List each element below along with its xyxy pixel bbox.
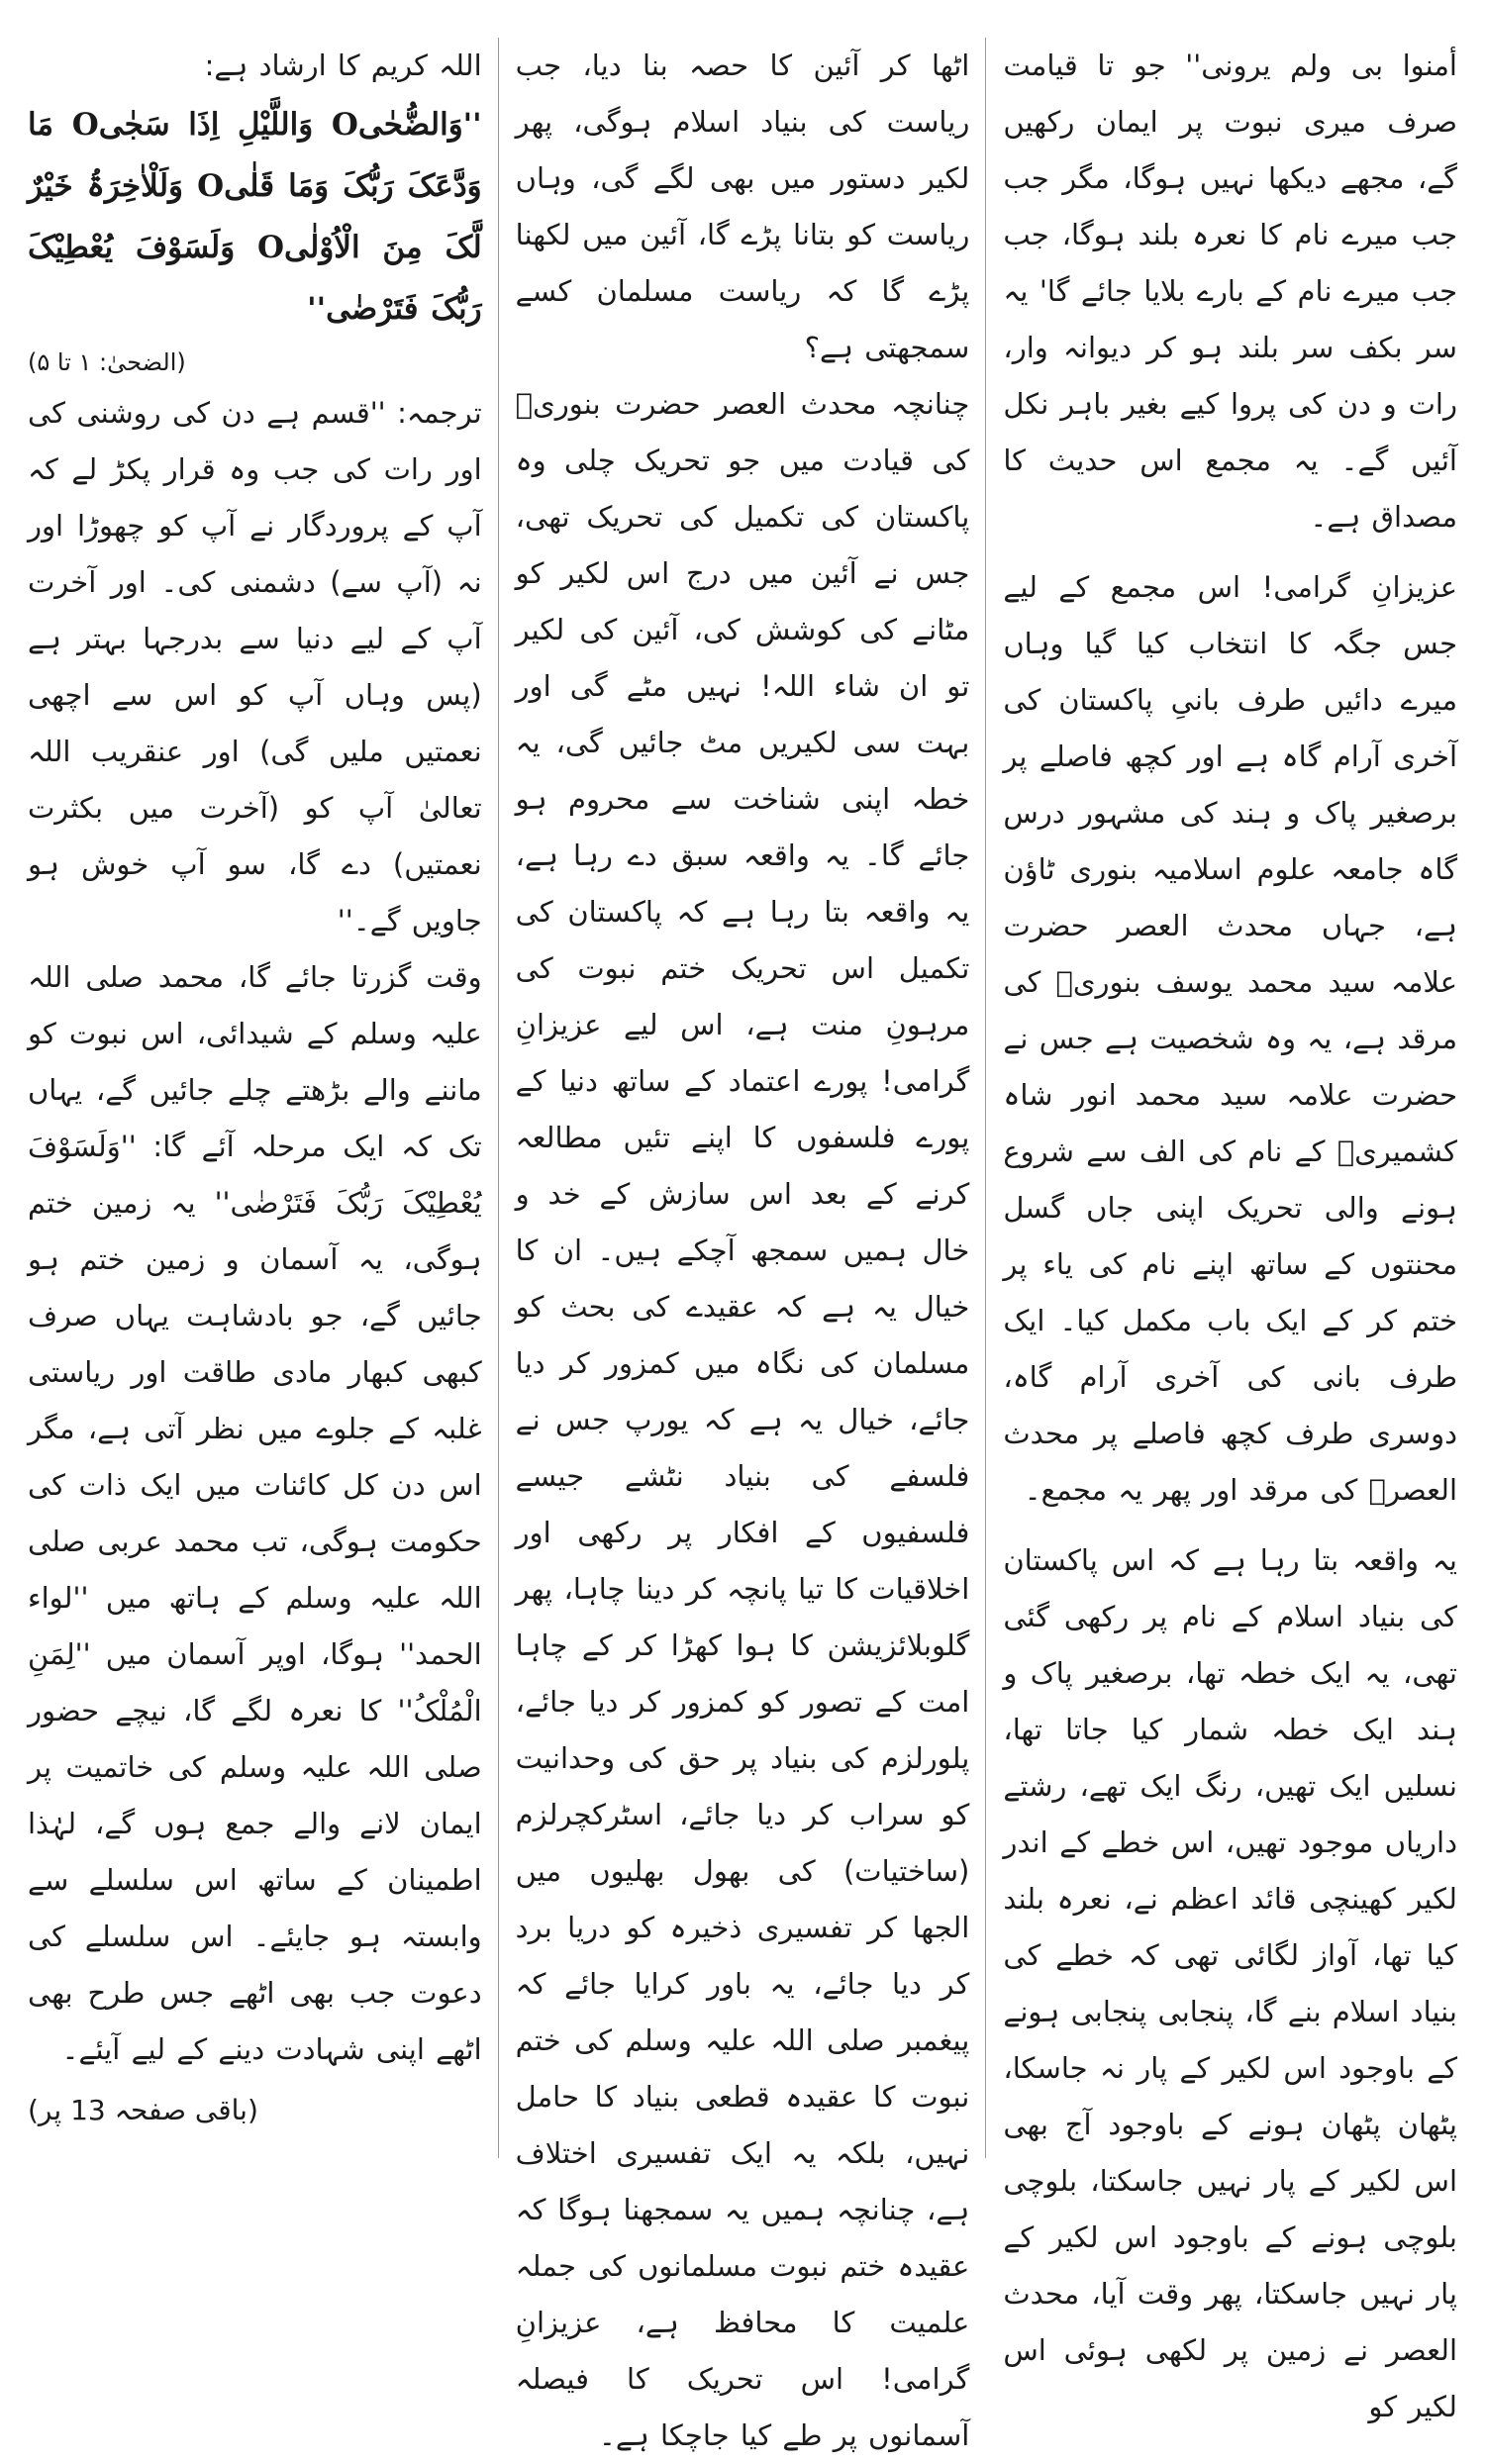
verse-reference: (الضحیٰ: ۱ تا ۵) [27,348,186,376]
verse-intro: اللہ کریم کا ارشاد ہے: [204,49,482,82]
paragraph: اٹھا کر آئین کا حصہ بنا دیا، جب ریاست کی بنیاد اسلام ہوگی، پھر لکیر دستور میں بھی لگے گی، وہاں ریاست کو بتانا پڑے گا، آئین میں لکھنا پڑے گا کہ ریاست مسلمان کسے سمجھتی ہے؟ [504,49,970,364]
paragraph: چنانچہ محدث العصر حضرت بنوریؒ کی قیادت میں جو تحریک چلی وہ پاکستان کی تکمیل کی تحریک تھی، جس نے آئین میں درج اس لکیر کو مٹانے کی کوشش کی، آئین کی لکیر تو ان شاء اللہ! نہیں مٹے گی اور بہت سی لکیریں مٹ جائیں گی، یہ خطہ اپنی شناخت سے محروم ہو جائے گا۔ یہ واقعہ سبق دے رہا ہے، یہ واقعہ بتا رہا ہے کہ پاکستان کی تکمیل اس تحریک ختم نبوت کی مرہونِ منت ہے، اس لیے عزیزانِ گرامی! پورے اعتماد کے ساتھ دنیا کے پورے فلسفوں کا اپنے تئیں مطالعہ کرنے کے بعد اس سازش کے خد و خال ہمیں سمجھ آچکے ہیں۔ ان کا خیال یہ ہے کہ عقیدے کی بحث کو مسلمان کی نگاہ میں کمزور کر دیا جائے، خیال یہ ہے کہ یورپ جس نے فلسفے کی بنیاد نٹشے جیسے فلسفیوں کے افکار پر رکھی اور اخلاقیات کا تیا پانچہ کر دینا چاہا، پھر گلوبلائزیشن کا ہوا کھڑا کر کے چاہا امت کے تصور کو کمزور کر دیا جائے، پلورلزم کی بنیاد پر حق کی وحدانیت کو سراب کر دیا جائے، اسٹرکچرلزم (ساختیات) کی بھول بھلیوں میں الجھا کر تفسیری ذخیرہ کو دریا برد کر دیا جائے، یہ باور کرایا جائے کہ پیغمبر صلی اللہ علیہ وسلم کی ختم نبوت کا عقیدہ قطعی بنیاد کا حامل نہیں، بلکہ یہ ایک تفسیری اختلاف ہے، چنانچہ ہمیں یہ سمجھنا ہوگا کہ عقیدہ ختم نبوت مسلمانوں کی جملہ علمیت کا محافظ ہے، عزیزانِ گرامی! اس تحریک کا فیصلہ آسمانوں پر طے کیا جاچکا ہے۔ [504,387,970,2452]
paragraph: یہ واقعہ بتا رہا ہے کہ اس پاکستان کی بنیاد اسلام کے نام پر رکھی گئی تھی، یہ ایک خطہ تھا، برصغیر پاک و ہند ایک خطہ شمار کیا جاتا تھا، نسلیں ایک تھیں، رنگ ایک تھے، رشتے داریاں موجود تھیں، اس خطے کے اندر لکیر کھینچی قائد اعظم نے، نعرہ بلند کیا تھا، آواز لگائی تھی کہ خطے کی بنیاد اسلام بنے گا، پنجابی پنجابی ہونے کے باوجود اس لکیر کے پار نہ جاسکا، پٹھان پٹھان ہونے کے باوجود آج بھی اس لکیر کے پار نہیں جاسکتا، بلوچی بلوچی ہونے کے باوجود اس لکیر کے پار نہیں جاسکتا، پھر وقت آیا، محدث العصر نے زمین پر لکھی ہوئی اس لکیر کو [992,1543,1457,2423]
quran-verse: ''وَالضُّحٰیO وَاللَّیْلِ اِذَا سَجٰیO مَا وَدَّعَکَ رَبُّکَ وَمَا قَلٰیO وَلَلْاٰخِرَۃُ خَیْرٌ لَّکَ مِنَ الْاُوْلٰیO وَلَسَوْفَ یُعْطِیْکَ رَبُّکَ فَتَرْضٰی'' [15,107,482,327]
paragraph: وقت گزرتا جائے گا، محمد صلی اللہ علیہ وسلم کے شیدائی، اس نبوت کو ماننے والے بڑھتے چلے جائیں گے، یہاں تک کہ ایک مرحلہ آئے گا: ''وَلَسَوْفَ یُعْطِیْکَ رَبُّکَ فَتَرْضٰی'' یہ زمین ختم ہوگی، یہ آسمان و زمین ختم ہو جائیں گے، جو بادشاہت یہاں صرف کبھی کبھار مادی طاقت اور ریاستی غلبہ کے جلوے میں نظر آتی ہے، مگر اس دن کل کائنات میں ایک ذات کی حکومت ہوگی، تب محمد عربی صلی اللہ علیہ وسلم کے ہاتھ میں ''لواء الحمد'' ہوگا، اوپر آسمان میں ''لِمَنِ الْمُلْکُ'' کا نعرہ لگے گا، نیچے حضور صلی اللہ علیہ وسلم کی خاتمیت پر ایمان لانے والے جمع ہوں گے، لہٰذا اطمینان کے ساتھ اس سلسلے سے وابستہ ہو جایئے۔ اس سلسلے کی دعوت جب بھی اٹھے جس طرح بھی اٹھے اپنی شہادت دینے کے لیے آیئے۔ [16,960,482,2066]
translation-paragraph: ترجمہ: ''قسم ہے دن کی روشنی کی اور رات کی جب وہ قرار پکڑ لے کہ آپ کے پروردگار نے آپ کو چھوڑا اور نہ (آپ سے) دشمنی کی۔ اور آخرت آپ کے لیے دنیا سے بدرجہا بہتر ہے (پس وہاں آپ کو اس سے اچھی نعمتیں ملیں گی) اور عنقریب اللہ تعالیٰ آپ کو (آخرت میں بکثرت نعمتیں) دے گا، سو آپ خوش ہو جاویں گے۔'' [16,396,482,937]
text-columns [15,38,1457,2452]
column-middle [504,38,970,2452]
continued-on-page: (باقی صفحہ 13 پر) [27,2094,258,2126]
column-left [15,38,482,2158]
paragraph: أمنوا بی ولم یرونی'' جو تا قیامت صرف میری نبوت پر ایمان رکھیں گے، مجھے دیکھا نہیں ہوگا، مگر جب جب میرے نام کا نعرہ بلند ہوگا، جب جب میرے نام کے بارے بلایا جائے گا' یہ سر بکف سر بلند ہو کر دیوانہ وار، رات و دن کی پروا کیے بغیر باہر نکل آئیں گے۔ یہ مجمع اس حدیث کا مصداق ہے۔ [992,49,1457,534]
column-right [992,38,1457,2423]
paragraph: عزیزانِ گرامی! اس مجمع کے لیے جس جگہ کا انتخاب کیا گیا وہاں میرے دائیں طرف بانیِ پاکستان کی آخری آرام گاہ ہے اور کچھ فاصلے پر برصغیر پاک و ہند کی مشہور درس گاہ جامعہ علوم اسلامیہ بنوری ٹاؤن ہے، جہاں محدث العصر حضرت علامہ سید محمد یوسف بنوریؒ کی مرقد ہے، یہ وہ شخصیت ہے جس نے حضرت علامہ سید محمد انور شاہ کشمیریؒ کے نام کی الف سے شروع ہونے والی تحریک اپنی جاں گسل محنتوں کے ساتھ اپنے نام کی یاء پر ختم کر کے ایک باب مکمل کیا۔ ایک طرف بانی کی آخری آرام گاہ، دوسری طرف کچھ فاصلے پر محدث العصرؒ کی مرقد اور پھر یہ مجمع۔ [992,570,1457,1507]
